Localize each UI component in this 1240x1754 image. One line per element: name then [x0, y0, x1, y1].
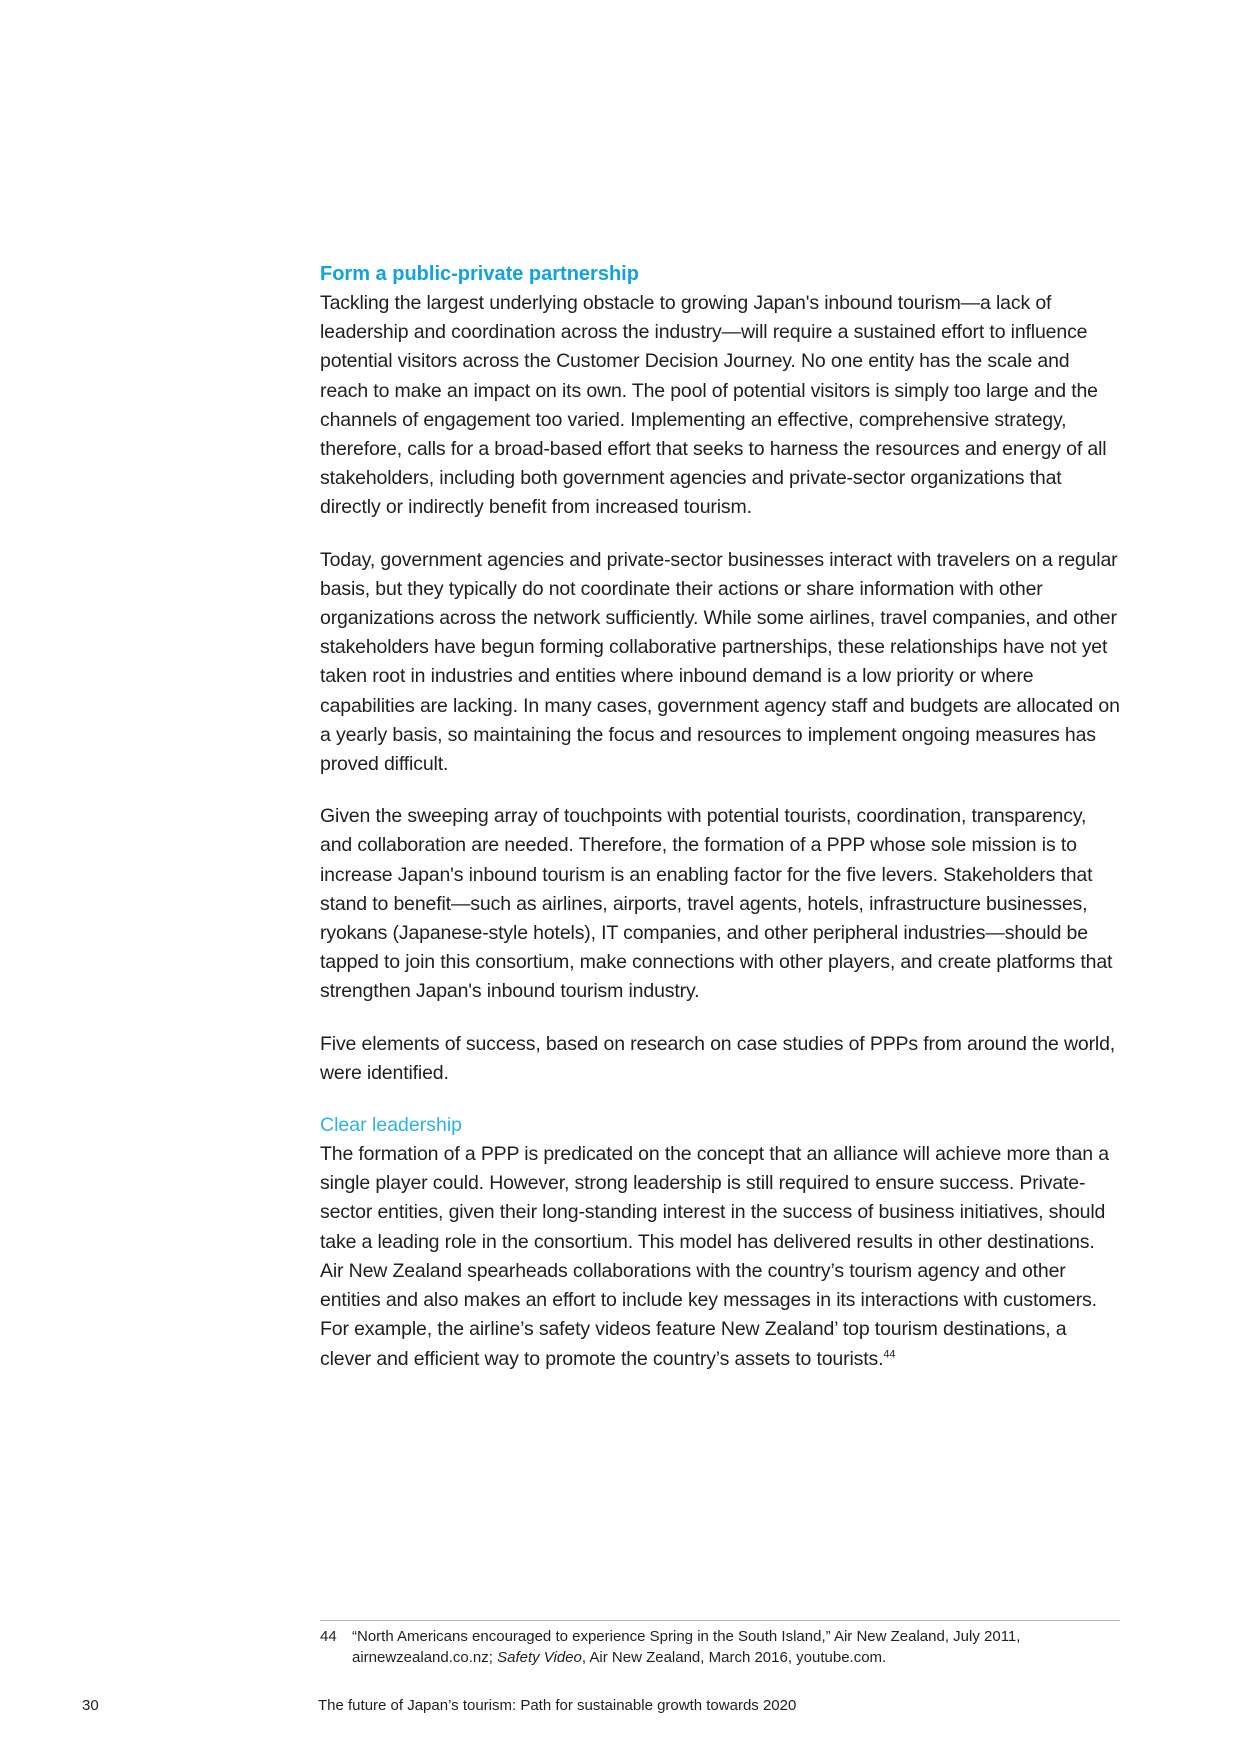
- body-paragraph: Given the sweeping array of touchpoints with potential tourists, coordination, transparency, and collaboration are needed. Therefore, the formation of a PPP whose sole mission is to increase Japan's inbound tourism is an enabling factor for the five levers. Stakeholders that stand to benefit—such as airlines, airports, travel agents, hotels, infrastructure businesses, ryokans (Japanese-style hotels), IT companies, and other peripheral industries—should be tapped to join this consortium, make connections with other players, and create platforms that strengthen Japan's inbound tourism industry.: [320, 805, 1113, 1003]
- footnote-item: [320, 1627, 1120, 1668]
- footnote-text-part1: “North Americans encouraged to experience Spring in the South Island,” Air New Zealand, July 2011, airnewzealand.co.nz;: [352, 1628, 1021, 1666]
- subsection-heading: Clear leadership: [320, 1114, 462, 1137]
- body-paragraph: Today, government agencies and private-sector businesses interact with travelers on a regular basis, but they typically do not coordinate their actions or share information with other organizations across the network sufficiently. While some airlines, travel companies, and other stakeholders have begun forming collaborative partnerships, these relationships have not yet taken root in industries and entities where inbound demand is a low priority or where capabilities are lacking. In many cases, government agency staff and budgets are allocated on a yearly basis, so maintaining the focus and resources to implement ongoing measures has proved difficult.: [320, 548, 1120, 776]
- footnotes: [320, 1627, 1120, 1668]
- footnote-text-part2: , Air New Zealand, March 2016, youtube.com.: [581, 1648, 887, 1666]
- footnote-italic-title: Safety Video: [497, 1648, 582, 1666]
- body-paragraph: Tackling the largest underlying obstacle to growing Japan's inbound tourism—a lack of leadership and coordination across the industry—will require a sustained effort to influence potential visitors across the Customer Decision Journey. No one entity has the scale and reach to make an impact on its own. The pool of potential visitors is simply too large and the channels of engagement too varied. Implementing an effective, comprehensive strategy, therefore, calls for a broad-based effort that seeks to harness the resources and energy of all stakeholders, including both government agencies and private-sector organizations that directly or indirectly benefit from increased tourism.: [320, 292, 1107, 519]
- subsection-paragraph: [320, 1140, 1120, 1374]
- footnote-number: 44: [320, 1628, 337, 1645]
- main-content: [320, 260, 1120, 1397]
- footnote-reference: 44: [883, 1348, 896, 1360]
- footnote-text: [352, 1627, 1120, 1668]
- body-paragraph: Five elements of success, based on research on case studies of PPPs from around the world, were identified.: [320, 1032, 1116, 1084]
- subsection-paragraph-text: The formation of a PPP is predicated on the concept that an alliance will achieve more than a single player could. However, strong leadership is still required to ensure success. Private-sector entities, given their long-standing interest in the success of business initiatives, should take a leading role in the consortium. This model has delivered results in other destinations. Air New Zealand spearheads collaborations with the country’s tourism agency and other entities and also makes an effort to include key messages in its interactions with customers. For example, the airline’s safety videos feature New Zealand’ top tourism destinations, a clever and efficient way to promote the country’s assets to tourists.: [320, 1143, 1109, 1370]
- page-number: 30: [82, 1697, 99, 1714]
- section-heading: Form a public-private partnership: [320, 263, 639, 285]
- footnote-divider: [320, 1620, 1120, 1621]
- running-title: The future of Japan’s tourism: Path for sustainable growth towards 2020: [318, 1697, 797, 1714]
